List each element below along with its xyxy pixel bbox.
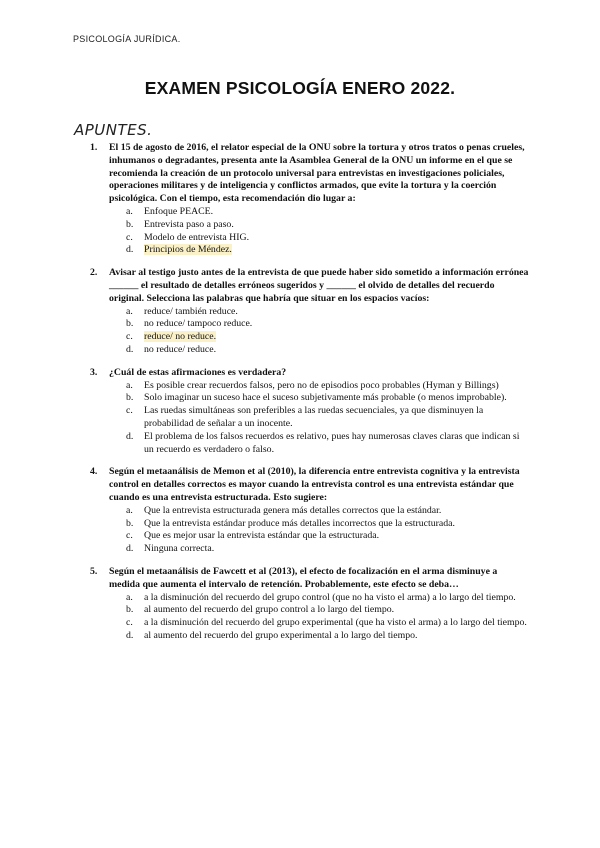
option-letter: b. — [126, 604, 134, 616]
option-letter: b. — [126, 517, 134, 529]
option-letter: c. — [126, 617, 133, 629]
option-text: a la disminución del recuerdo del grupo experimental (que ha visto el arma) a lo largo del tiempo. — [144, 617, 527, 629]
option-letter: d. — [126, 430, 134, 442]
section-heading: APUNTES. — [74, 121, 153, 139]
option-text: al aumento del recuerdo del grupo experimental a lo largo del tiempo. — [144, 629, 418, 641]
question-list — [90, 142, 530, 653]
option-letter: b. — [126, 218, 134, 230]
question-text: ¿Cuál de estas afirmaciones es verdadera? — [109, 366, 287, 378]
option-c — [90, 232, 530, 245]
option-list — [90, 380, 530, 457]
option-d — [90, 543, 530, 556]
option-letter: d. — [126, 543, 134, 555]
option-letter: a. — [126, 379, 133, 391]
option-letter: a. — [126, 305, 133, 317]
question-4 — [90, 466, 530, 556]
option-letter: c. — [126, 530, 133, 542]
option-a — [90, 380, 530, 393]
option-list — [90, 206, 530, 257]
option-text: no reduce/ tampoco reduce. — [144, 318, 253, 330]
page-title: EXAMEN PSICOLOGÍA ENERO 2022. — [144, 78, 456, 98]
option-letter: a. — [126, 591, 133, 603]
option-text: Las ruedas simultáneas son preferibles a las ruedas secuenciales, ya que disminuyen la probabilidad de señalar a un inocente. — [144, 405, 484, 429]
option-letter: d. — [126, 244, 134, 256]
option-letter: c. — [126, 231, 133, 243]
option-a — [90, 206, 530, 219]
option-a — [90, 505, 530, 518]
question-number: 2. — [90, 267, 98, 279]
option-text: Enfoque PEACE. — [144, 205, 214, 217]
option-letter: b. — [126, 318, 134, 330]
option-c-highlighted — [90, 331, 530, 344]
option-letter: b. — [126, 392, 134, 404]
question-number: 3. — [90, 366, 98, 378]
option-text: no reduce/ reduce. — [144, 343, 217, 355]
question-3 — [90, 367, 530, 457]
option-b — [90, 392, 530, 405]
option-b — [90, 604, 530, 617]
question-number: 5. — [90, 565, 98, 577]
option-letter: d. — [126, 629, 134, 641]
question-number: 1. — [90, 142, 98, 153]
option-d-highlighted — [90, 244, 530, 257]
option-list — [90, 306, 530, 357]
question-text: Según el metaanálisis de Fawcett et al (2013), el efecto de focalización en el arma disminuye a medida que aumenta el intervalo de retención. Probablemente, este efecto se deba… — [109, 565, 498, 590]
option-text: reduce/ no reduce. — [144, 331, 217, 343]
option-d — [90, 630, 530, 643]
option-d — [90, 344, 530, 357]
option-text: Principios de Méndez. — [144, 244, 232, 256]
option-b — [90, 318, 530, 331]
option-text: Que la entrevista estructurada genera más detalles correctos que la estándar. — [144, 504, 442, 516]
page-header: PSICOLOGÍA JURÍDICA. — [73, 34, 181, 44]
option-letter: a. — [126, 205, 133, 217]
question-number: 4. — [90, 466, 98, 478]
option-a — [90, 592, 530, 605]
option-c — [90, 617, 530, 630]
option-text: reduce/ también reduce. — [144, 305, 238, 317]
option-text: Solo imaginar un suceso hace el suceso subjetivamente más probable (o menos improbable). — [144, 392, 507, 404]
option-a — [90, 306, 530, 319]
option-text: Ninguna correcta. — [144, 543, 215, 555]
option-text: El problema de los falsos recuerdos es relativo, pues hay numerosas claves claras que indican si un recuerdo es verdadero o falso. — [144, 430, 520, 455]
option-text: al aumento del recuerdo del grupo control a lo largo del tiempo. — [144, 604, 395, 616]
option-c — [90, 530, 530, 543]
question-text: El 15 de agosto de 2016, el relator especial de la ONU sobre la tortura y otros tratos o penas crueles, inhumanos o degradantes, presenta ante la Asamblea General de la ONU un informe en el que se recomienda la creación de un protocolo universal para entrevistas en investigaciones policiales, operaciones militares y de inteligencia y conflictos armados, que evite la tortura y la coerción psicológica. Con el tiempo, esta recomendación dio lugar a: — [109, 142, 525, 205]
option-list — [90, 592, 530, 643]
option-list — [90, 505, 530, 556]
option-text: Entrevista paso a paso. — [144, 218, 234, 230]
option-letter: d. — [126, 343, 134, 355]
option-c — [90, 405, 530, 431]
option-b — [90, 518, 530, 531]
question-2 — [90, 267, 530, 357]
option-letter: c. — [126, 405, 133, 417]
option-b — [90, 219, 530, 232]
question-1 — [90, 142, 530, 257]
question-text: Según el metaanálisis de Memon et al (2010), la diferencia entre entrevista cognitiva y la entrevista control en detalles correctos es mayor cuando la entrevista control es una entrevista estándar que cuando es una entrevista estructurada. Esto sugiere: — [109, 466, 520, 503]
question-5 — [90, 566, 530, 643]
option-text: a la disminución del recuerdo del grupo control (que no ha visto el arma) a lo largo del tiempo. — [144, 591, 516, 603]
option-text: Que es mejor usar la entrevista estándar que la estructurada. — [144, 530, 380, 542]
option-text: Modelo de entrevista HIG. — [144, 231, 250, 243]
option-letter: c. — [126, 331, 133, 343]
option-text: Es posible crear recuerdos falsos, pero no de episodios poco probables (Hyman y Billings) — [144, 379, 499, 391]
option-letter: a. — [126, 504, 133, 516]
option-d — [90, 431, 530, 457]
option-text: Que la entrevista estándar produce más detalles incorrectos que la estructurada. — [144, 517, 455, 529]
question-text: Avisar al testigo justo antes de la entrevista de que puede haber sido sometido a información errónea ______ el resultado de detalles erróneos sugeridos y ______ el olvido de detalles del recuerdo original. Selecciona las palabras que habría que situar en los espacios vacíos: — [109, 267, 529, 304]
